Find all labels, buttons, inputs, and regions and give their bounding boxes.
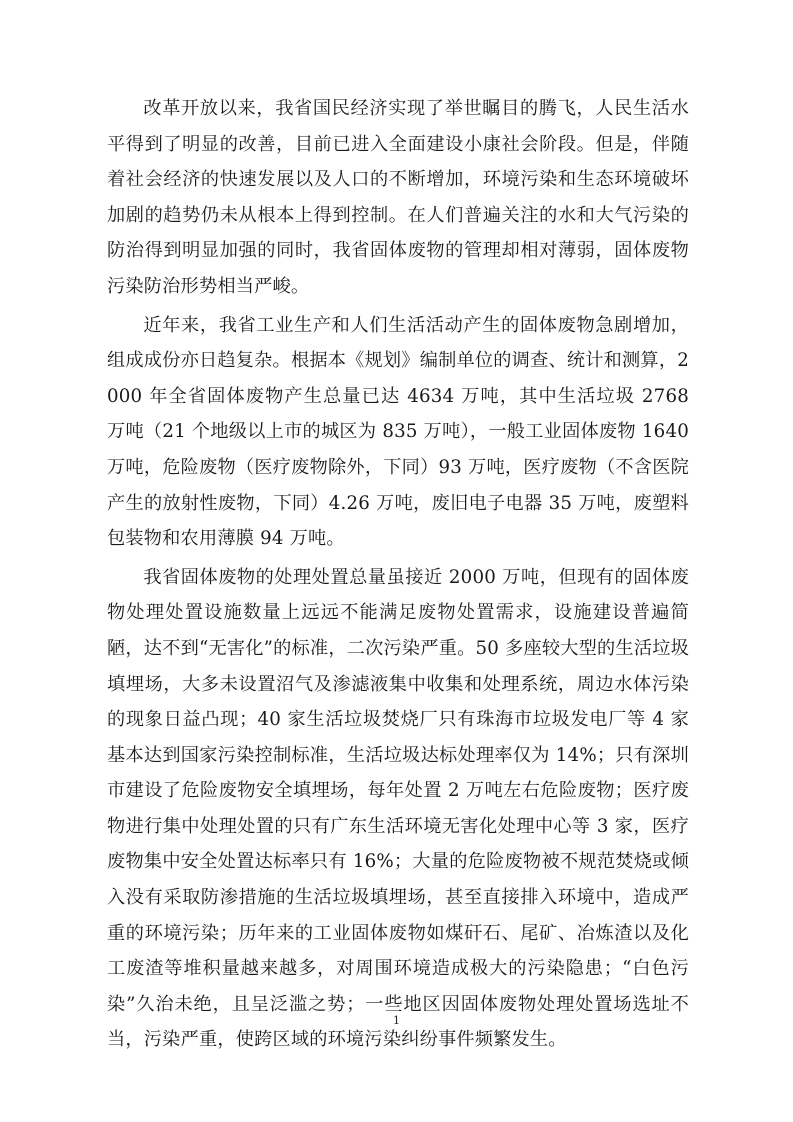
paragraph-reform-background: 改革开放以来，我省国民经济实现了举世瞩目的腾飞，人民生活水平得到了明显的改善，目前已进入全面建设小康社会阶段。但是，伴随着社会经济的快速发展以及人口的不断增加，环境污染和生态环境破坏加剧的趋势仍未从根本上得到控制。在人们普遍关注的水和大气污染的防治得到明显加强的同时，我省固体废物的管理却相对薄弱，固体废物污染防治形势相当严峻。 [107, 98, 689, 297]
page-number: 1 [393, 1014, 400, 1027]
paragraph-waste-statistics: 近年来，我省工业生产和人们生活活动产生的固体废物急剧增加，组成成份亦日趋复杂。根据本《规划》编制单位的调查、统计和测算，2000 年全省固体废物产生总量已达 4634 万吨，其中生活垃圾 2768 万吨（21 个地级以上市的城区为 835 万吨），一般工业固体废物 1640 万吨，危险废物（医疗废物除外，下同）93 万吨，医疗废物（不含医院产生的放射性废物，下同）4.26 万吨，废旧电子电器 35 万吨，废塑料包装物和农用薄膜 94 万吨。 [107, 314, 689, 550]
paragraph-disposal-problems: 我省固体废物的处理处置总量虽接近 2000 万吨，但现有的固体废物处理处置设施数量上远远不能满足废物处置需求，设施建设普遍简陋，达不到“无害化”的标准，二次污染严重。50 多座较大型的生活垃圾填埋场，大多未设置沼气及渗滤液集中收集和处理系统，周边水体污染的现象日益凸现；40 家生活垃圾焚烧厂只有珠海市垃圾发电厂等 4 家基本达到国家污染控制标准，生活垃圾达标处理率仅为 14%；只有深圳市建设了危险废物安全填埋场，每年处置 2 万吨左右危险废物；医疗废物进行集中处理处置的只有广东生活环境无害化处理中心等 3 家，医疗废物集中安全处置达标率只有 16%；大量的危险废物被不规范焚烧或倾入没有采取防渗措施的生活垃圾填埋场，甚至直接排入环境中，造成严重的环境污染；历年来的工业固体废物如煤矸石、尾矿、冶炼渣以及化工废渣等堆积量越来越多，对周围环境造成极大的污染隐患；“白色污染”久治未绝，且呈泛滥之势；一些地区因固体废物处理处置场选址不当，污染严重，使跨区域的环境污染纠纷事件频繁发生。 [107, 566, 689, 1051]
body-text [107, 91, 689, 1061]
